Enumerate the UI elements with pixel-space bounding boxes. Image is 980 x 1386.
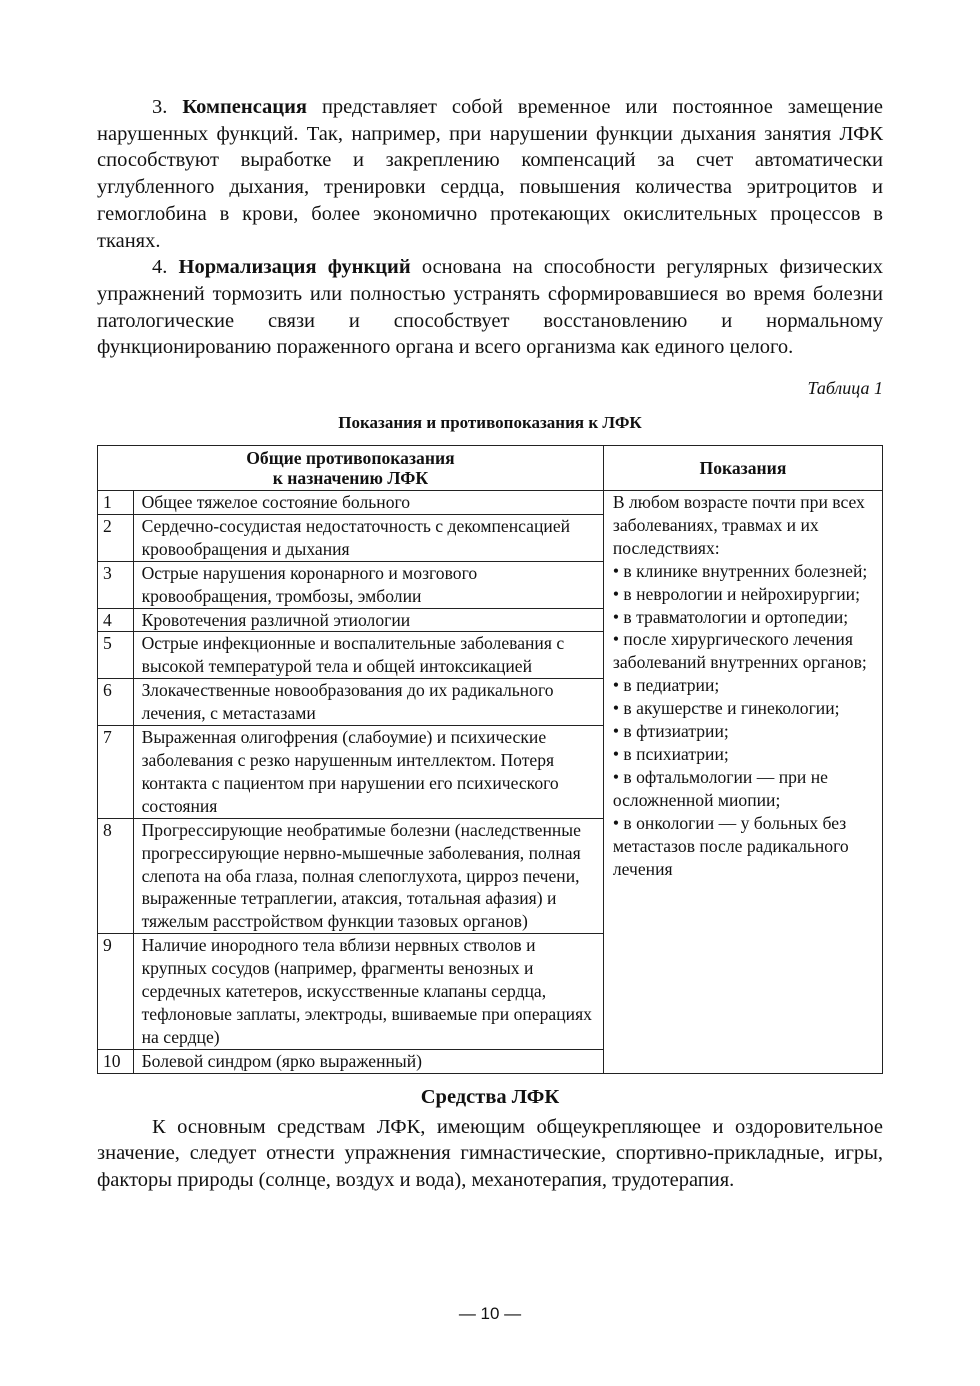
header-contraindications-line2: к назначению ЛФК bbox=[272, 468, 429, 489]
table-row bbox=[98, 491, 883, 515]
indication-item: • в онкологии — у больных без метастазов после радикального лечения bbox=[612, 812, 849, 879]
indications-intro: В любом возрасте почти при всех заболеваниях, травмах и их последствиях: bbox=[612, 492, 865, 558]
contraindication-text: Злокачественные новообразования до их радикального лечения, с метастазами bbox=[133, 679, 603, 726]
row-number: 2 bbox=[98, 514, 134, 561]
contraindication-text: Сердечно-сосудистая недостаточность с декомпенсацией кровообращения и дыхания bbox=[133, 514, 603, 561]
indication-item: • в офтальмологии — при не осложненной миопии; bbox=[612, 766, 828, 810]
paragraph-text: основана на способности регулярных физических упражнений тормозить или полностью устранять сформировавшиеся во время болезни патологические связи и способствует восстановлению и нормальному функционированию пораженного органа и всего организма как единого целого. bbox=[97, 256, 883, 359]
paragraph-number: 3. bbox=[152, 96, 168, 118]
row-number: 9 bbox=[98, 934, 134, 1050]
term-normalization: Нормализация функций bbox=[178, 256, 411, 279]
contraindication-text: Общее тяжелое состояние больного bbox=[133, 491, 603, 515]
page-number: — 10 — bbox=[458, 1304, 522, 1323]
contraindication-text: Болевой синдром (ярко выраженный) bbox=[133, 1049, 603, 1073]
indications-cell bbox=[603, 491, 882, 1074]
header-indications: Показания bbox=[603, 446, 882, 491]
row-number: 8 bbox=[98, 818, 134, 934]
indication-item: • в фтизиатрии; bbox=[612, 721, 729, 742]
contraindication-text: Наличие инородного тела вблизи нервных стволов и крупных сосудов (например, фрагменты венозных и сердечных катетеров, искусственные клапаны сердца, тефлоновые заплаты, электроды, вшиваемые при операциях на сердце) bbox=[133, 934, 603, 1050]
indication-item: • в психиатрии; bbox=[612, 744, 729, 764]
header-contraindications-line1: Общие противопоказания bbox=[246, 448, 455, 469]
indication-item: • в акушерстве и гинекологии; bbox=[612, 698, 840, 719]
indication-item: • в травматологии и ортопедии; bbox=[612, 606, 849, 627]
table-body bbox=[98, 491, 883, 1074]
paragraph-text: представляет собой временное или постоянное замещение нарушенных функций. Так, например, при нарушении функции дыхания занятия ЛФК способствуют выработке и закреплению компенсаций за счет автоматически углубленного дыхания, тренировки сердца, повышения количества эритроцитов и гемоглобина в крови, более экономично протекающих окислительных процессов в тканях. bbox=[97, 96, 883, 252]
table-caption: Таблица 1 bbox=[807, 378, 883, 399]
paragraph-compensation bbox=[97, 94, 883, 254]
table-header-row bbox=[98, 446, 883, 491]
row-number: 6 bbox=[98, 679, 134, 726]
indication-item: • после хирургического лечения заболеваний внутренних органов; bbox=[612, 629, 867, 673]
row-number: 3 bbox=[98, 561, 134, 608]
indications-contraindications-table bbox=[97, 445, 883, 1074]
header-contraindications bbox=[98, 446, 604, 491]
term-compensation: Компенсация bbox=[182, 96, 308, 118]
row-number: 4 bbox=[98, 608, 134, 632]
table-title: Показания и противопоказания к ЛФК bbox=[338, 413, 642, 433]
contraindication-text: Кровотечения различной этиологии bbox=[133, 608, 603, 632]
indication-item: • в клинике внутренних болезней; bbox=[612, 560, 868, 581]
paragraph-normalization bbox=[97, 254, 883, 361]
row-number: 1 bbox=[98, 491, 134, 515]
contraindication-text: Выраженная олигофрения (слабоумие) и психические заболевания с резко нарушенным интеллектом. Потеря контакта с пациентом при нарушении его психического состояния bbox=[133, 726, 603, 819]
row-number: 7 bbox=[98, 726, 134, 819]
row-number: 10 bbox=[98, 1049, 134, 1073]
contraindication-text: Острые нарушения коронарного и мозгового кровообращения, тромбозы, эмболии bbox=[133, 561, 603, 608]
section-paragraph: К основным средствам ЛФК, имеющим общеукрепляющее и оздоровительное значение, следует отнести упражнения гимнастические, спортивно-прикладные, игры, факторы природы (солнце, воздух и вода), механотерапия, трудотерапия. bbox=[97, 1115, 883, 1192]
row-number: 5 bbox=[98, 632, 134, 679]
contraindication-text: Острые инфекционные и воспалительные заболевания с высокой температурой тела и общей интоксикацией bbox=[133, 632, 603, 679]
indication-item: • в педиатрии; bbox=[612, 675, 720, 696]
contraindication-text: Прогрессирующие необратимые болезни (наследственные прогрессирующие нервно-мышечные заболевания, полная слепота на оба глаза, полная слепоглухота, цирроз печени, выраженные тетраплегии, атаксия, тотальная афазия) и тяжелым расстройством функции тазовых органов) bbox=[133, 818, 603, 934]
indication-item: • в неврологии и нейрохирургии; bbox=[612, 583, 860, 604]
section-title: Средства ЛФК bbox=[420, 1085, 560, 1108]
page-content bbox=[97, 94, 883, 1194]
paragraph-number: 4. bbox=[152, 256, 168, 279]
